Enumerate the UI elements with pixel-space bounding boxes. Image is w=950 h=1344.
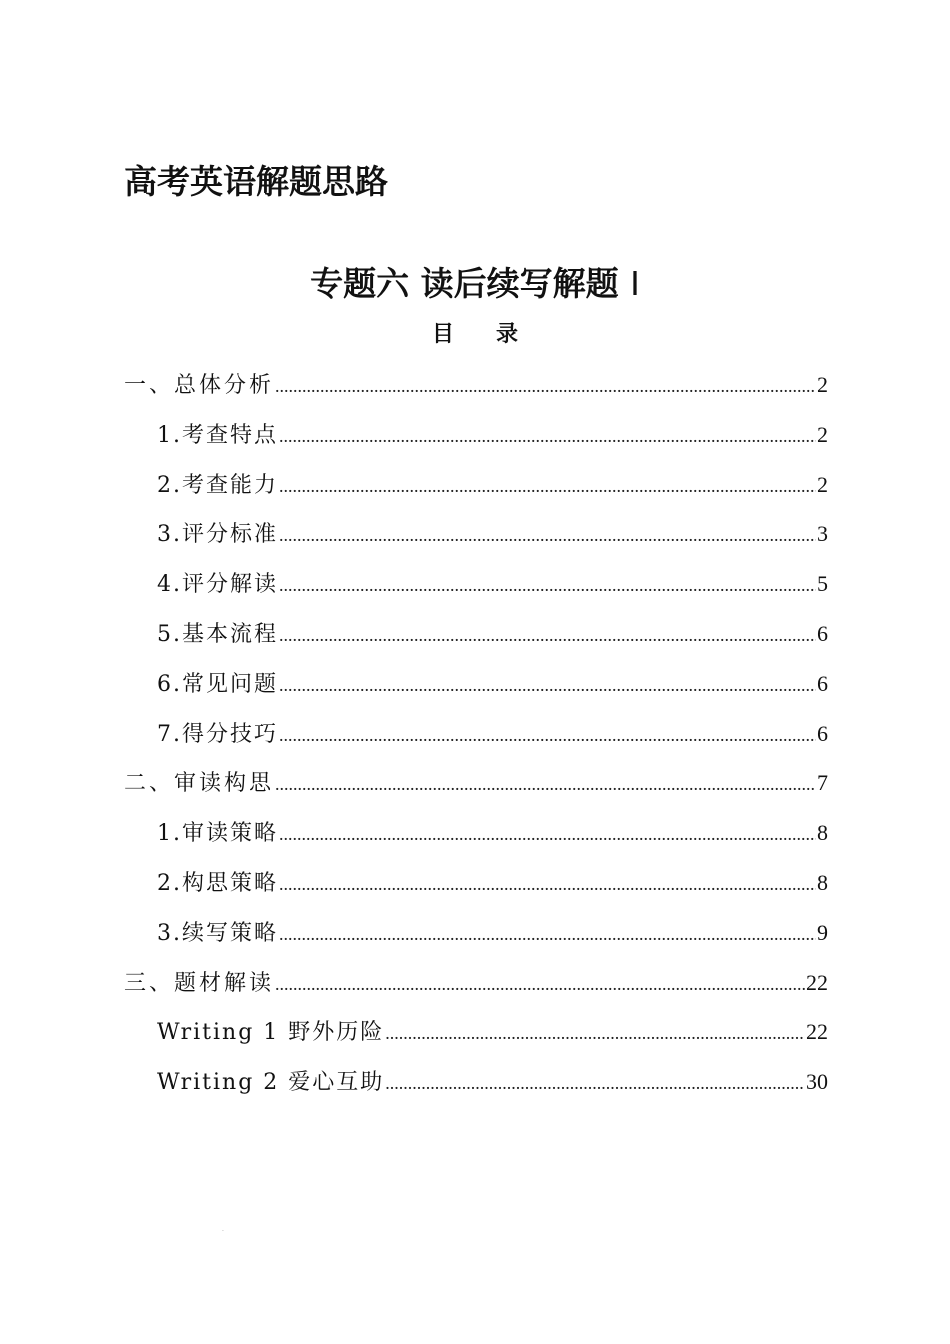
toc-entry-label: 5.基本流程 (157, 621, 278, 647)
toc-entry-page: 6 (817, 620, 828, 646)
toc-entry-overall-analysis[interactable] (124, 367, 828, 417)
topic-roman-numeral: Ⅰ (630, 267, 640, 303)
toc-entry-label: 7.得分技巧 (157, 721, 278, 747)
toc-entry-exam-features[interactable] (124, 417, 828, 467)
toc-entry-writing-2[interactable] (124, 1064, 828, 1114)
table-of-contents (124, 367, 828, 1114)
toc-heading-right: 录 (496, 321, 519, 347)
toc-entry-label: 2.构思策略 (157, 870, 278, 896)
main-title: 高考英语解题思路 (124, 162, 388, 201)
topic-title (0, 262, 950, 307)
footer-mark: . (222, 1226, 224, 1233)
toc-entry-page: 2 (817, 421, 828, 447)
toc-leader-dots (275, 766, 816, 802)
toc-entry-scoring-interpretation[interactable] (124, 566, 828, 616)
toc-heading-left: 目 (431, 321, 454, 347)
toc-entry-label: 3.评分标准 (157, 522, 278, 548)
toc-entry-label: Writing 1 野外历险 (157, 1020, 385, 1046)
toc-leader-dots (279, 816, 816, 852)
toc-entry-label: 4.评分解读 (157, 572, 278, 598)
toc-entry-page: 30 (806, 1069, 828, 1095)
toc-leader-dots (279, 916, 816, 952)
toc-leader-dots (279, 667, 816, 703)
toc-leader-dots (279, 617, 816, 653)
toc-leader-dots (279, 468, 816, 504)
toc-entry-reading-strategy[interactable] (124, 815, 828, 865)
toc-entry-page: 8 (817, 869, 828, 895)
toc-entry-conception-strategy[interactable] (124, 865, 828, 915)
toc-entry-common-problems[interactable] (124, 666, 828, 716)
toc-entry-label: 2.考查能力 (157, 472, 278, 498)
toc-entry-page: 22 (806, 1019, 828, 1045)
toc-entry-continuation-strategy[interactable] (124, 915, 828, 965)
toc-entry-label: 1.审读策略 (157, 821, 278, 847)
toc-entry-scoring-criteria[interactable] (124, 516, 828, 566)
toc-entry-page: 3 (817, 521, 828, 547)
toc-entry-label: 3.续写策略 (157, 920, 278, 946)
toc-leader-dots (279, 517, 816, 553)
toc-entry-page: 7 (817, 770, 828, 796)
toc-entry-label: 1.考查特点 (157, 422, 278, 448)
toc-entry-reading-conception[interactable] (124, 765, 828, 815)
toc-entry-page: 2 (817, 372, 828, 397)
toc-entry-page: 5 (817, 571, 828, 597)
toc-leader-dots (279, 567, 816, 603)
toc-entry-basic-process[interactable] (124, 616, 828, 666)
toc-leader-dots (385, 1065, 805, 1101)
toc-leader-dots (275, 368, 816, 404)
toc-entry-label: Writing 2 爱心互助 (157, 1070, 385, 1096)
toc-entry-page: 9 (817, 919, 828, 945)
toc-entry-page: 6 (817, 720, 828, 746)
toc-leader-dots (385, 1015, 805, 1051)
toc-entry-label: 6.常见问题 (157, 671, 278, 697)
toc-entry-page: 22 (806, 969, 828, 995)
toc-entry-theme-interpretation[interactable] (124, 965, 828, 1015)
toc-entry-label: 二、审读构思 (124, 771, 275, 797)
toc-entry-page: 8 (817, 820, 828, 846)
toc-leader-dots (279, 717, 816, 753)
toc-entry-writing-1[interactable] (124, 1014, 828, 1064)
toc-entry-exam-abilities[interactable] (124, 467, 828, 517)
toc-entry-scoring-tips[interactable] (124, 716, 828, 766)
toc-entry-page: 6 (817, 670, 828, 696)
topic-title-text: 专题六 读后续写解题 (310, 264, 619, 303)
toc-entry-label: 三、题材解读 (124, 970, 275, 996)
toc-heading (0, 318, 950, 350)
toc-leader-dots (275, 966, 805, 1002)
toc-entry-page: 2 (817, 471, 828, 497)
toc-leader-dots (279, 418, 816, 454)
toc-leader-dots (279, 866, 816, 902)
toc-entry-label: 一、总体分析 (124, 373, 275, 398)
